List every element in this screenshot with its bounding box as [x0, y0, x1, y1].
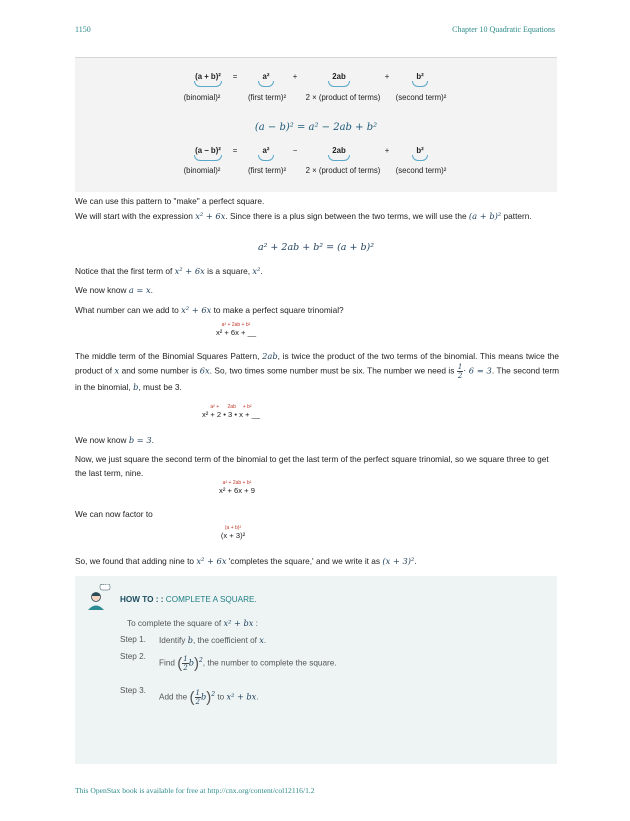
example-label: a² + 2ab + b²: [222, 480, 252, 486]
paren: (: [177, 655, 183, 672]
math: x² + bx: [226, 691, 257, 702]
example-2: [0, 404, 472, 419]
row1-middle: [319, 72, 359, 87]
math: 6x: [199, 365, 210, 376]
equals-sign: =: [232, 146, 238, 155]
fraction-numerator: 1: [195, 689, 200, 697]
paragraph: We can use this pattern to "make" a perfect square.: [75, 196, 265, 206]
text: . The second term in the binomial,: [75, 365, 559, 392]
math: b: [133, 382, 139, 392]
text: We will start with the expression: [75, 211, 193, 221]
page-number: 1150: [75, 25, 91, 34]
math: (a + b)²: [468, 211, 502, 221]
text: To complete the square of: [127, 619, 222, 628]
text: What number can we add to: [75, 305, 179, 315]
brace: [258, 81, 274, 87]
math: x² + 6x: [195, 211, 226, 221]
how-to-box: [75, 576, 557, 764]
math: b: [187, 635, 193, 645]
paragraph: [75, 433, 559, 447]
text: , must be 3.: [138, 382, 182, 392]
fraction-denominator: 2: [183, 664, 188, 672]
row1-last-text: b²: [416, 72, 424, 81]
fraction-numerator: 1: [457, 363, 463, 371]
speech-dots: ...: [101, 581, 107, 587]
text: Find: [159, 658, 175, 668]
brace: [328, 155, 350, 161]
row1-square: (a + b)²: [195, 72, 221, 81]
binomial-pattern-box: [75, 57, 557, 192]
paragraph: [75, 349, 559, 394]
text: 'completes the square,' and we write it as: [228, 556, 381, 566]
label-last: (second term)²: [395, 93, 447, 102]
label-middle: 2 × (product of terms): [305, 93, 381, 102]
paragraph: [75, 209, 559, 223]
brace: [258, 155, 274, 161]
text: :: [255, 619, 258, 628]
person-icon: [85, 581, 111, 612]
subtraction-formula: (a − b)² = a² − 2ab + b²: [254, 122, 378, 133]
text: . So, two times some number must be six. The number we need is: [209, 365, 455, 376]
math: x² + 6x: [174, 266, 205, 276]
math: x² + 6x: [181, 305, 212, 315]
text: We now know: [75, 285, 127, 295]
text: Add the: [159, 692, 188, 702]
step-label: Step 3.: [120, 686, 146, 695]
text: The middle term of the Binomial Squares Pattern,: [75, 351, 260, 361]
row1-last: [405, 72, 435, 87]
paragraph: [75, 283, 559, 297]
text: We now know: [75, 435, 127, 445]
row2-first: [251, 146, 281, 161]
equation: a² + 2ab + b² = (a + b)²: [257, 242, 375, 253]
math: x²: [252, 266, 261, 276]
brace: [412, 155, 428, 161]
paren: (: [189, 689, 195, 706]
row2-middle: [319, 146, 359, 161]
row1-first: [251, 72, 281, 87]
row1-op2: +: [384, 72, 390, 81]
brace: [194, 81, 222, 87]
text: Identify: [159, 636, 186, 645]
example-1: [0, 322, 477, 337]
paragraph: [75, 303, 559, 317]
example-3: [0, 480, 478, 495]
title-bold: HOW TO : :: [120, 595, 164, 604]
brace: [412, 81, 428, 87]
label-part: 2ab: [227, 404, 236, 410]
label-part: + b²: [242, 404, 252, 410]
chapter-title: Chapter 10 Quadratic Equations: [452, 25, 555, 34]
text: to: [217, 692, 225, 702]
text: .: [414, 556, 417, 566]
fraction-denominator: 2: [457, 372, 463, 380]
example-expression: x² + 2 • 3 • x + __: [201, 410, 261, 419]
row1-first-text: a²: [262, 72, 270, 81]
paragraph: [75, 264, 559, 278]
how-to-title: [120, 595, 257, 604]
math: a = x: [128, 285, 151, 295]
fraction-numerator: 1: [183, 655, 188, 663]
row2-op1: −: [292, 146, 298, 155]
text: .: [150, 285, 153, 295]
text: , the number to complete the square.: [202, 658, 337, 668]
text: is a square,: [207, 266, 251, 276]
text: , is twice the product of the two terms of the binomial. This means twice the product of: [75, 351, 560, 376]
text: pattern.: [503, 211, 532, 221]
text: Notice that the first term of: [75, 266, 173, 276]
row1-op1: +: [292, 72, 298, 81]
label-part: a² +: [210, 404, 220, 410]
example-label: a² + 2ab + b²: [221, 322, 251, 328]
math: (x + 3)²: [382, 556, 415, 566]
step-1-text: [159, 635, 266, 645]
example-expression: x² + 6x + __: [215, 328, 257, 337]
example-label: (a + b)²: [224, 525, 242, 531]
math: x² + 6x: [196, 556, 227, 566]
math: · 6 = 3: [463, 365, 492, 376]
paragraph: Now, we just square the second term of the binomial to get the last term of the perfect square trinomial, so we square three to get the last term, nine.: [75, 454, 549, 478]
label-first: (first term)²: [247, 166, 287, 175]
text: to make a perfect square trinomial?: [213, 305, 344, 315]
exponent: 2: [198, 656, 203, 664]
row2-first-text: a²: [262, 146, 270, 155]
text: . Since there is a plus sign between the two terms, we will use the: [225, 211, 467, 221]
math: 2ab: [262, 351, 278, 361]
person-icon-svg: [85, 584, 111, 612]
row1-middle-text: 2ab: [332, 72, 346, 81]
title-text: COMPLETE A SQUARE.: [165, 595, 257, 604]
row2-last: [405, 146, 435, 161]
paragraph: [75, 554, 559, 568]
text: , the coefficient of: [192, 636, 257, 645]
text: .: [151, 435, 154, 445]
text: .: [256, 692, 259, 702]
label-binomial: (binomial)²: [183, 166, 221, 175]
math: b: [200, 691, 207, 702]
brace: [328, 81, 350, 87]
example-expression: x² + 6x + 9: [219, 486, 255, 495]
row2-op2: +: [384, 146, 390, 155]
label-last: (second term)²: [395, 166, 447, 175]
example-4: [0, 525, 474, 540]
label-first: (first term)²: [247, 93, 287, 102]
math: b = 3: [128, 435, 152, 445]
math: b: [188, 657, 194, 668]
step-label: Step 1.: [120, 635, 146, 644]
fraction-denominator: 2: [195, 698, 200, 706]
text: .: [260, 266, 263, 276]
step-label: Step 2.: [120, 652, 146, 661]
equals-sign: =: [232, 72, 238, 81]
text: .: [263, 636, 267, 645]
footer: This OpenStax book is available for free at http://cnx.org/content/col12116/1.2: [75, 786, 315, 795]
text: and some number is: [121, 365, 198, 376]
paragraph: We can now factor to: [75, 509, 153, 519]
row2-last-text: b²: [416, 146, 424, 155]
row2-middle-text: 2ab: [332, 146, 346, 155]
text: So, we found that adding nine to: [75, 556, 195, 566]
brace: [194, 155, 222, 161]
math: x: [259, 635, 264, 645]
step-2-text: [159, 655, 337, 672]
math: x: [114, 365, 120, 376]
row2-square: (a − b)²: [195, 146, 221, 155]
label-binomial: (binomial)²: [183, 93, 221, 102]
how-to-intro: [127, 618, 258, 628]
exponent: 2: [211, 690, 216, 698]
step-3-text: [159, 689, 259, 706]
example-expression: (x + 3)²: [220, 531, 246, 540]
paren: ): [193, 655, 199, 672]
math: x² + bx: [223, 618, 254, 628]
label-middle: 2 × (product of terms): [305, 166, 381, 175]
paren: ): [206, 689, 212, 706]
